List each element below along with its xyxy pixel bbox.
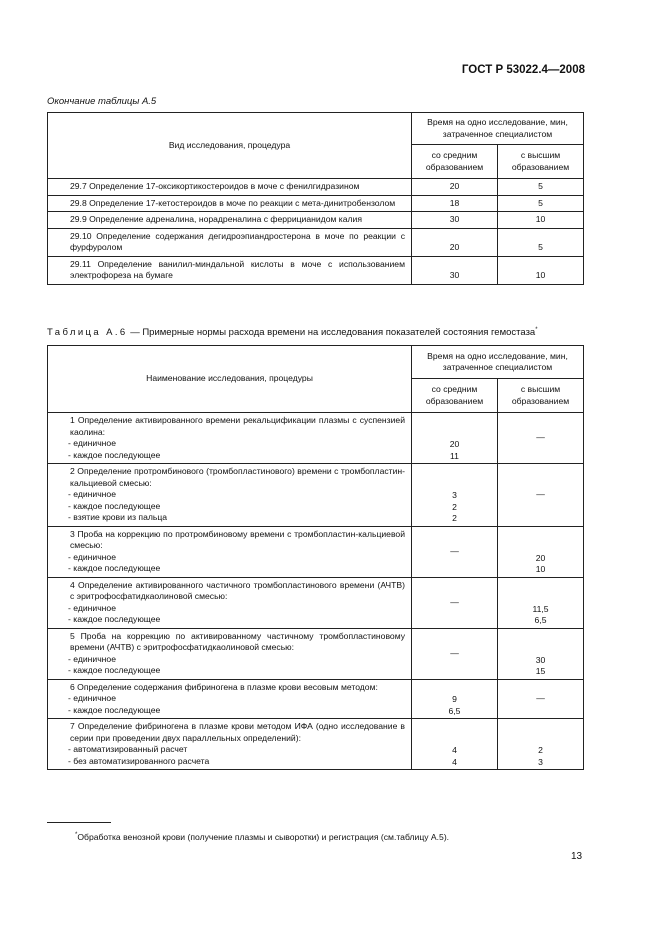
table2-caption-mark: * — [535, 327, 538, 333]
t2-row-high — [498, 464, 584, 527]
footnote-mark: * — [75, 832, 78, 839]
t2-row-name — [48, 719, 412, 770]
t2-row-title: 7 Определение фибриногена в плазме крови методом ИФА (одно исследование в серии при проведении двух параллельных определений): — [70, 721, 405, 743]
value: 2 — [538, 745, 543, 755]
t1-row-name: 29.8 Определение 17-кетостероидов в моче по реакции с мета-динитробензолом — [48, 195, 412, 212]
t1-row-mid: 18 — [412, 195, 498, 212]
t2-row-high — [498, 413, 584, 464]
value: 15 — [535, 666, 546, 676]
value: 3 — [452, 490, 457, 500]
table-row — [48, 719, 584, 770]
t2-row-name — [48, 628, 412, 679]
table-row — [48, 195, 584, 212]
t2-row-name — [48, 526, 412, 577]
table2-caption — [47, 327, 538, 338]
value: 10 — [535, 564, 546, 574]
t2-row-subitem: - автоматизированный расчет — [68, 744, 188, 754]
table1-caption: Окончание таблицы А.5 — [47, 96, 157, 107]
table-row — [48, 628, 584, 679]
t1-row-mid: 20 — [412, 179, 498, 196]
t2-row-title: 1 Определение активированного времени рекальцификации плазмы с суспензией каолина: — [70, 415, 405, 437]
t1-header-high: с высшим образованием — [498, 145, 584, 179]
t2-row-name — [48, 413, 412, 464]
t2-row-subitem: - единичное — [68, 693, 116, 703]
footnote-text: Обработка венозной крови (получение плазмы и сыворотки) и регистрация (см.таблицу А.5). — [77, 832, 450, 842]
dash-value: — — [450, 647, 459, 658]
t2-row-name — [48, 464, 412, 527]
t2-header-high: с высшим образованием — [498, 379, 584, 413]
value: 4 — [452, 745, 457, 755]
t2-row-subitem: - единичное — [68, 489, 116, 499]
value: 2 — [452, 513, 457, 523]
t2-row-subitem: - каждое последующее — [68, 563, 161, 573]
table-a5-end — [47, 112, 584, 285]
t2-row-mid — [412, 719, 498, 770]
t2-row-subitem: - каждое последующее — [68, 704, 161, 715]
t2-row-subitem: - каждое последующее — [68, 614, 161, 624]
t2-row-high — [498, 628, 584, 679]
t2-row-mid — [412, 413, 498, 464]
t1-row-high: 10 — [498, 212, 584, 229]
t1-row-high: 5 — [498, 179, 584, 196]
table2-caption-text: — Примерные нормы расхода времени на исследования показателей состояния гемостаза — [127, 327, 536, 339]
t2-row-mid — [412, 577, 498, 628]
t1-header-time: Время на одно исследование, мин, затраченное специалистом — [412, 113, 584, 145]
t2-row-mid — [412, 628, 498, 679]
dash-value: — — [536, 693, 545, 703]
t2-row-subitem: - взятие крови из пальца — [68, 512, 168, 522]
t1-header-mid: со средним образованием — [412, 145, 498, 179]
t2-header-name: Наименование исследования, процедуры — [48, 346, 412, 413]
value: 4 — [452, 756, 457, 767]
table-a6 — [47, 345, 584, 770]
t2-row-subitem: - каждое последующее — [68, 665, 161, 675]
t2-row-subitem: - единичное — [68, 551, 116, 562]
t2-row-mid — [412, 526, 498, 577]
t2-row-subitem: - единичное — [68, 602, 116, 613]
document-code: ГОСТ Р 53022.4—2008 — [461, 64, 585, 76]
t2-row-title: 2 Определение протромбинового (тромбопластинового) времени с тромбопластин-кальциевой смесью: — [70, 466, 405, 488]
t2-row-name — [48, 679, 412, 719]
t2-header-time: Время на одно исследование, мин, затраченное специалистом — [412, 346, 584, 379]
t1-row-name: 29.10 Определение содержания дегидроэпиандростерона в моче по реакции с фурфуролом — [48, 228, 412, 256]
table-row — [48, 228, 584, 256]
dash-value: — — [450, 545, 459, 556]
t2-row-high — [498, 719, 584, 770]
t1-header-name: Вид исследования, процедура — [48, 113, 412, 179]
t1-row-name: 29.7 Определение 17-оксикортикостероидов в моче с фенилгидразином — [48, 179, 412, 196]
table-row — [48, 256, 584, 284]
t2-row-high — [498, 526, 584, 577]
table-row — [48, 577, 584, 628]
value: 20 — [535, 552, 546, 563]
t2-row-name — [48, 577, 412, 628]
t2-header-mid: со средним образованием — [412, 379, 498, 413]
t2-row-subitem: - каждое последующее — [68, 449, 161, 460]
page-number: 13 — [571, 851, 583, 862]
table-row — [48, 179, 584, 196]
dash-value: — — [536, 432, 545, 443]
t1-row-high: 10 — [498, 256, 584, 284]
t1-row-name: 29.9 Определение адреналина, норадреналина с феррицианидом калия — [48, 212, 412, 229]
value: 9 — [452, 694, 457, 704]
t2-row-subitem: - единичное — [68, 438, 116, 448]
t2-row-title: 3 Проба на коррекцию по протромбиновому времени с тромбопластин-кальциевой смесью: — [70, 528, 405, 550]
t2-row-subitem: - без автоматизированного расчета — [68, 755, 210, 766]
t2-row-high — [498, 679, 584, 719]
value: 2 — [452, 501, 457, 512]
t2-row-mid — [412, 679, 498, 719]
t1-row-mid: 30 — [412, 212, 498, 229]
value: 6,5 — [534, 615, 547, 625]
table-row — [48, 679, 584, 719]
value: 11 — [450, 450, 459, 461]
dash-value: — — [450, 596, 459, 607]
t2-row-subitem: - единичное — [68, 653, 116, 664]
table-row — [48, 413, 584, 464]
value: 11,5 — [532, 603, 549, 614]
t1-row-mid: 20 — [412, 228, 498, 256]
table-row — [48, 464, 584, 527]
value: 3 — [538, 756, 543, 767]
t2-row-title: 5 Проба на коррекцию по активированному частичному тромбопластиновому времени (АЧТВ) с эритрофосфатидкаолиновой смесью: — [70, 630, 405, 652]
t2-row-title: 4 Определение активированного частичного тромбопластинового времени (АЧТВ) с эритрофосфатидкаолиновой смесью: — [70, 579, 405, 601]
table-row — [48, 212, 584, 229]
t1-row-high: 5 — [498, 195, 584, 212]
footnote — [75, 832, 449, 842]
t1-row-name: 29.11 Определение ванилил-миндальной кислоты в моче с использованием электрофореза на бумаге — [48, 256, 412, 284]
value: 20 — [449, 439, 460, 449]
t2-row-mid — [412, 464, 498, 527]
table-row — [48, 526, 584, 577]
dash-value: — — [536, 489, 545, 499]
t1-row-high: 5 — [498, 228, 584, 256]
t2-row-subitem: - каждое последующее — [68, 500, 161, 511]
t2-row-title: 6 Определение содержания фибриногена в плазме крови весовым методом: — [70, 681, 378, 692]
footnote-separator — [47, 822, 111, 823]
t2-row-high — [498, 577, 584, 628]
value: 6,5 — [448, 705, 461, 716]
table2-caption-label: Таблица А.6 — [47, 327, 128, 339]
value: 30 — [535, 654, 546, 665]
t1-row-mid: 30 — [412, 256, 498, 284]
